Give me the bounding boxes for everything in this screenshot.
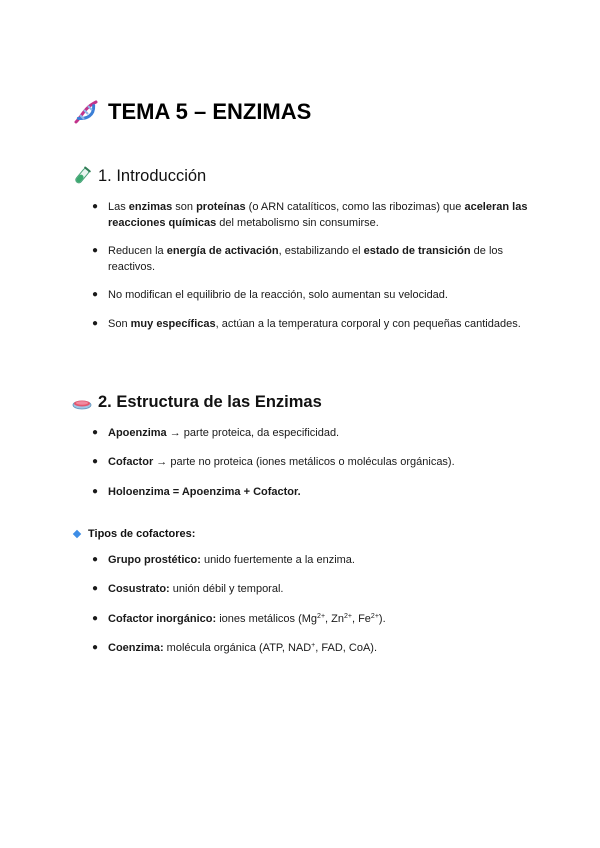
bullet-dot: ●	[92, 456, 99, 467]
cofactor-types-heading	[74, 528, 195, 540]
section-heading-introduccion	[72, 166, 206, 186]
page-title-text: TEMA 5 – ENZIMAS	[108, 99, 312, 124]
list-item-text: Grupo prostético: unido fuertemente a la enzima.	[108, 554, 355, 566]
list-item	[92, 581, 532, 597]
list-item	[92, 316, 532, 332]
list-item-text: Coenzima: molécula orgánica (ATP, NAD+, FAD, CoA).	[108, 642, 378, 654]
bullet-dot: ●	[92, 554, 99, 565]
section-heading-text: 2. Estructura de las Enzimas	[98, 392, 322, 411]
list-item	[92, 640, 532, 656]
bullet-dot: ●	[92, 427, 99, 438]
list-item-text: Reducen la energía de activación, estabilizando el estado de transición de los reactivos.	[108, 245, 504, 273]
list-item-text: Cofactor inorgánico: iones metálicos ($Mg^{2+}$, $Zn^{2+}$, $Fe^{2+}$).	[108, 613, 386, 625]
list-item	[92, 484, 532, 500]
list-item-text: Las enzimas son proteínas (o ARN catalíticos, como las ribozimas) que aceleran las reacciones químicas del metabolismo sin consumirse.	[108, 201, 528, 229]
bullet-dot: ●	[92, 613, 99, 624]
list-item	[92, 287, 532, 303]
bullet-dot: ●	[92, 289, 99, 300]
list-item-text: Holoenzima = Apoenzima + Cofactor.	[108, 486, 301, 498]
list-item-text: Cosustrato: unión débil y temporal.	[108, 583, 284, 595]
list-item	[92, 611, 532, 627]
list-item-text: Apoenzima → parte proteica, da especificidad.	[108, 427, 340, 439]
bullet-dot: ●	[92, 642, 99, 653]
bullet-dot: ●	[92, 201, 99, 212]
section-heading-text: 1. Introducción	[98, 166, 207, 185]
bullet-dot: ●	[92, 486, 99, 497]
list-item	[92, 454, 532, 470]
section-heading-estructura	[72, 392, 322, 412]
bullet-dot: ●	[92, 583, 99, 594]
cofactor-types-heading-text: Tipos de cofactores:	[88, 528, 196, 540]
list-item-text: Son muy específicas, actúan a la temperatura corporal y con pequeñas cantidades.	[108, 318, 521, 330]
list-item-text: Cofactor → parte no proteica (iones metálicos o moléculas orgánicas).	[108, 456, 455, 468]
list-item-text: No modifican el equilibrio de la reacción, solo aumentan su velocidad.	[108, 289, 448, 301]
list-item	[92, 199, 532, 231]
blue-diamond-icon	[73, 530, 81, 538]
petri-dish-icon	[72, 392, 92, 412]
list-item	[92, 425, 532, 441]
list-item	[92, 552, 532, 568]
list-item	[92, 243, 532, 275]
bullet-dot: ●	[92, 245, 99, 256]
page-title	[72, 96, 311, 128]
dna-icon	[72, 98, 100, 126]
bullet-dot: ●	[92, 318, 99, 329]
test-tube-icon	[72, 166, 92, 186]
